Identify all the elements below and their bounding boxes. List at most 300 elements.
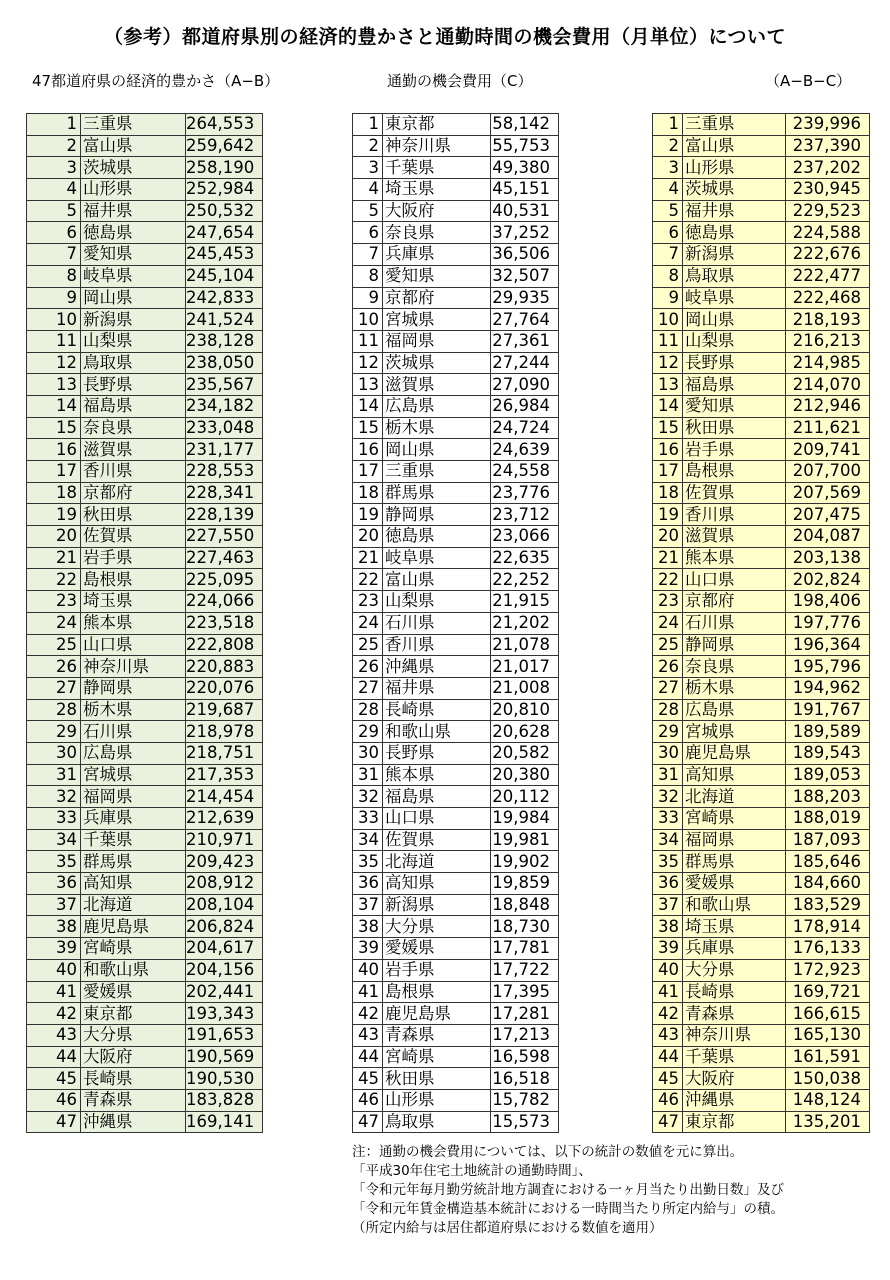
prefecture-cell: 岡山県 (383, 439, 491, 461)
table-row (27, 179, 263, 201)
rank-cell: 31 (653, 764, 683, 786)
table-row (653, 938, 870, 960)
prefecture-cell: 山梨県 (383, 591, 491, 613)
prefecture-cell: 滋賀県 (383, 374, 491, 396)
prefecture-cell: 岩手県 (383, 959, 491, 981)
value-cell: 55,753 (491, 135, 559, 157)
value-cell: 216,213 (786, 330, 870, 352)
value-cell: 245,104 (186, 265, 263, 287)
table-row (353, 135, 559, 157)
table-row (653, 634, 870, 656)
value-cell: 191,767 (786, 699, 870, 721)
rank-cell: 10 (353, 309, 383, 331)
value-cell: 235,567 (186, 374, 263, 396)
economic-wealth-table (26, 113, 263, 1133)
prefecture-cell: 長崎県 (683, 981, 786, 1003)
value-cell: 222,808 (186, 634, 263, 656)
net-wealth-table (652, 113, 870, 1133)
value-cell: 258,190 (186, 157, 263, 179)
value-cell: 214,985 (786, 352, 870, 374)
table-row (27, 873, 263, 895)
prefecture-cell: 鳥取県 (683, 265, 786, 287)
table-row (353, 417, 559, 439)
table-row (27, 287, 263, 309)
rank-cell: 47 (353, 1111, 383, 1133)
prefecture-cell: 愛知県 (683, 395, 786, 417)
value-cell: 202,824 (786, 569, 870, 591)
value-cell: 172,923 (786, 959, 870, 981)
rank-cell: 21 (653, 547, 683, 569)
prefecture-cell: 新潟県 (383, 894, 491, 916)
prefecture-cell: 山梨県 (683, 330, 786, 352)
table-row (353, 287, 559, 309)
value-cell: 202,441 (186, 981, 263, 1003)
table-row (353, 742, 559, 764)
table-row (353, 829, 559, 851)
value-cell: 219,687 (186, 699, 263, 721)
table-row (353, 612, 559, 634)
table-row (27, 374, 263, 396)
table-row (653, 742, 870, 764)
table-row (353, 352, 559, 374)
prefecture-cell: 宮城県 (383, 309, 491, 331)
rank-cell: 42 (653, 1003, 683, 1025)
value-cell: 197,776 (786, 612, 870, 634)
rank-cell: 23 (27, 591, 81, 613)
value-cell: 203,138 (786, 547, 870, 569)
prefecture-cell: 奈良県 (683, 656, 786, 678)
prefecture-cell: 三重県 (383, 461, 491, 483)
table-row (653, 569, 870, 591)
value-cell: 217,353 (186, 764, 263, 786)
rank-cell: 20 (653, 526, 683, 548)
table-row (353, 114, 559, 136)
rank-cell: 45 (27, 1068, 81, 1090)
value-cell: 45,151 (491, 179, 559, 201)
prefecture-cell: 佐賀県 (383, 829, 491, 851)
table-row (27, 547, 263, 569)
rank-cell: 36 (27, 873, 81, 895)
table-row (27, 135, 263, 157)
prefecture-cell: 青森県 (683, 1003, 786, 1025)
rank-cell: 26 (27, 656, 81, 678)
prefecture-cell: 山口県 (81, 634, 186, 656)
table-row (353, 526, 559, 548)
value-cell: 220,883 (186, 656, 263, 678)
table-row (353, 591, 559, 613)
rank-cell: 34 (353, 829, 383, 851)
value-cell: 22,252 (491, 569, 559, 591)
prefecture-cell: 石川県 (383, 612, 491, 634)
table-row (653, 808, 870, 830)
table-row (353, 547, 559, 569)
rank-cell: 33 (27, 808, 81, 830)
value-cell: 191,653 (186, 1024, 263, 1046)
prefecture-cell: 大分県 (383, 916, 491, 938)
prefecture-cell: 長野県 (683, 352, 786, 374)
rank-cell: 17 (353, 461, 383, 483)
rank-cell: 32 (653, 786, 683, 808)
table-row (27, 157, 263, 179)
rank-cell: 25 (353, 634, 383, 656)
table-row (653, 482, 870, 504)
value-cell: 225,095 (186, 569, 263, 591)
value-cell: 247,654 (186, 222, 263, 244)
table-row (27, 1068, 263, 1090)
prefecture-cell: 茨城県 (683, 179, 786, 201)
rank-cell: 6 (653, 222, 683, 244)
prefecture-cell: 神奈川県 (683, 1024, 786, 1046)
rank-cell: 8 (653, 265, 683, 287)
prefecture-cell: 広島県 (81, 742, 186, 764)
rank-cell: 12 (27, 352, 81, 374)
table-row (653, 1024, 870, 1046)
table-row (27, 591, 263, 613)
rank-cell: 45 (653, 1068, 683, 1090)
value-cell: 214,454 (186, 786, 263, 808)
table-row (27, 352, 263, 374)
prefecture-cell: 福島県 (81, 395, 186, 417)
prefecture-cell: 高知県 (683, 764, 786, 786)
value-cell: 189,543 (786, 742, 870, 764)
table-row (653, 504, 870, 526)
table-row (653, 200, 870, 222)
table-row (653, 721, 870, 743)
value-cell: 264,553 (186, 114, 263, 136)
table-row (353, 504, 559, 526)
rank-cell: 11 (353, 330, 383, 352)
value-cell: 241,524 (186, 309, 263, 331)
value-cell: 228,139 (186, 504, 263, 526)
rank-cell: 21 (353, 547, 383, 569)
table-row (653, 829, 870, 851)
rank-cell: 1 (653, 114, 683, 136)
prefecture-cell: 大分県 (81, 1024, 186, 1046)
table-row (27, 829, 263, 851)
table-row (653, 461, 870, 483)
table-row (27, 699, 263, 721)
prefecture-cell: 岡山県 (81, 287, 186, 309)
value-cell: 222,468 (786, 287, 870, 309)
prefecture-cell: 宮城県 (81, 764, 186, 786)
table-row (353, 656, 559, 678)
rank-cell: 2 (27, 135, 81, 157)
prefecture-cell: 奈良県 (81, 417, 186, 439)
prefecture-cell: 東京都 (683, 1111, 786, 1133)
value-cell: 169,141 (186, 1111, 263, 1133)
rank-cell: 47 (653, 1111, 683, 1133)
rank-cell: 2 (653, 135, 683, 157)
table-row (353, 808, 559, 830)
prefecture-cell: 神奈川県 (383, 135, 491, 157)
table-row (353, 461, 559, 483)
prefecture-cell: 新潟県 (683, 244, 786, 266)
value-cell: 135,201 (786, 1111, 870, 1133)
table-row (27, 461, 263, 483)
prefecture-cell: 青森県 (81, 1089, 186, 1111)
rank-cell: 34 (27, 829, 81, 851)
value-cell: 189,589 (786, 721, 870, 743)
prefecture-cell: 高知県 (383, 873, 491, 895)
rank-cell: 38 (353, 916, 383, 938)
prefecture-cell: 大阪府 (81, 1046, 186, 1068)
rank-cell: 46 (653, 1089, 683, 1111)
value-cell: 224,066 (186, 591, 263, 613)
table-row (353, 157, 559, 179)
rank-cell: 13 (653, 374, 683, 396)
rank-cell: 4 (27, 179, 81, 201)
value-cell: 169,721 (786, 981, 870, 1003)
rank-cell: 11 (27, 330, 81, 352)
prefecture-cell: 長崎県 (81, 1068, 186, 1090)
rank-cell: 12 (353, 352, 383, 374)
table-row (353, 786, 559, 808)
value-cell: 212,946 (786, 395, 870, 417)
table-row (27, 1089, 263, 1111)
rank-cell: 44 (653, 1046, 683, 1068)
rank-cell: 3 (353, 157, 383, 179)
value-cell: 17,395 (491, 981, 559, 1003)
rank-cell: 39 (353, 938, 383, 960)
rank-cell: 10 (653, 309, 683, 331)
footnote-line: （所定内給与は居住都道府県における数値を適用） (352, 1220, 663, 1236)
value-cell: 206,824 (186, 916, 263, 938)
table-row (653, 1111, 870, 1133)
table-row (353, 634, 559, 656)
table-row (27, 482, 263, 504)
value-cell: 250,532 (186, 200, 263, 222)
rank-cell: 25 (653, 634, 683, 656)
rank-cell: 4 (653, 179, 683, 201)
prefecture-cell: 福岡県 (383, 330, 491, 352)
value-cell: 224,588 (786, 222, 870, 244)
table-row (653, 526, 870, 548)
prefecture-cell: 静岡県 (683, 634, 786, 656)
prefecture-cell: 愛媛県 (383, 938, 491, 960)
prefecture-cell: 京都府 (383, 287, 491, 309)
value-cell: 212,639 (186, 808, 263, 830)
rank-cell: 37 (27, 894, 81, 916)
rank-cell: 18 (353, 482, 383, 504)
rank-cell: 15 (27, 417, 81, 439)
value-cell: 227,463 (186, 547, 263, 569)
value-cell: 17,281 (491, 1003, 559, 1025)
rank-cell: 5 (27, 200, 81, 222)
prefecture-cell: 滋賀県 (683, 526, 786, 548)
rank-cell: 33 (353, 808, 383, 830)
prefecture-cell: 福島県 (683, 374, 786, 396)
prefecture-cell: 大分県 (683, 959, 786, 981)
rank-cell: 41 (653, 981, 683, 1003)
prefecture-cell: 福井県 (683, 200, 786, 222)
value-cell: 185,646 (786, 851, 870, 873)
table-row (353, 569, 559, 591)
prefecture-cell: 青森県 (383, 1024, 491, 1046)
prefecture-cell: 福岡県 (81, 786, 186, 808)
table-row (27, 1111, 263, 1133)
table-row (653, 612, 870, 634)
rank-cell: 32 (27, 786, 81, 808)
value-cell: 211,621 (786, 417, 870, 439)
rank-cell: 42 (353, 1003, 383, 1025)
rank-cell: 18 (653, 482, 683, 504)
table-row (353, 395, 559, 417)
rank-cell: 33 (653, 808, 683, 830)
value-cell: 238,050 (186, 352, 263, 374)
table-row (27, 786, 263, 808)
rank-cell: 2 (353, 135, 383, 157)
prefecture-cell: 沖縄県 (81, 1111, 186, 1133)
table-row (653, 265, 870, 287)
rank-cell: 47 (27, 1111, 81, 1133)
prefecture-cell: 群馬県 (683, 851, 786, 873)
value-cell: 23,066 (491, 526, 559, 548)
rank-cell: 35 (353, 851, 383, 873)
prefecture-cell: 熊本県 (683, 547, 786, 569)
rank-cell: 30 (27, 742, 81, 764)
value-cell: 21,202 (491, 612, 559, 634)
value-cell: 166,615 (786, 1003, 870, 1025)
rank-cell: 28 (653, 699, 683, 721)
rank-cell: 37 (653, 894, 683, 916)
value-cell: 193,343 (186, 1003, 263, 1025)
table-row (653, 135, 870, 157)
value-cell: 227,550 (186, 526, 263, 548)
table-row (653, 439, 870, 461)
value-cell: 20,112 (491, 786, 559, 808)
table-row (653, 330, 870, 352)
rank-cell: 21 (27, 547, 81, 569)
footnote-line: 「令和元年毎月勤労統計地方調査における一ヶ月当たり出勤日数」及び (352, 1182, 784, 1198)
prefecture-cell: 鹿児島県 (683, 742, 786, 764)
value-cell: 218,751 (186, 742, 263, 764)
prefecture-cell: 徳島県 (683, 222, 786, 244)
table-row (353, 179, 559, 201)
table-row (27, 1024, 263, 1046)
prefecture-cell: 神奈川県 (81, 656, 186, 678)
rank-cell: 39 (27, 938, 81, 960)
prefecture-cell: 新潟県 (81, 309, 186, 331)
prefecture-cell: 山形県 (81, 179, 186, 201)
value-cell: 210,971 (186, 829, 263, 851)
table-row (653, 374, 870, 396)
table-row (653, 1046, 870, 1068)
value-cell: 178,914 (786, 916, 870, 938)
table-row (353, 677, 559, 699)
prefecture-cell: 香川県 (383, 634, 491, 656)
table-row (353, 916, 559, 938)
prefecture-cell: 群馬県 (81, 851, 186, 873)
prefecture-cell: 石川県 (81, 721, 186, 743)
value-cell: 237,390 (786, 135, 870, 157)
table-row (653, 959, 870, 981)
value-cell: 222,477 (786, 265, 870, 287)
rank-cell: 24 (27, 612, 81, 634)
value-cell: 16,598 (491, 1046, 559, 1068)
prefecture-cell: 栃木県 (383, 417, 491, 439)
rank-cell: 8 (27, 265, 81, 287)
prefecture-cell: 愛媛県 (81, 981, 186, 1003)
rank-cell: 16 (653, 439, 683, 461)
rank-cell: 31 (353, 764, 383, 786)
prefecture-cell: 佐賀県 (683, 482, 786, 504)
prefecture-cell: 山口県 (383, 808, 491, 830)
value-cell: 19,981 (491, 829, 559, 851)
table-row (653, 677, 870, 699)
footnote (352, 1143, 784, 1238)
value-cell: 15,782 (491, 1089, 559, 1111)
rank-cell: 3 (653, 157, 683, 179)
prefecture-cell: 北海道 (81, 894, 186, 916)
table-row (27, 569, 263, 591)
value-cell: 259,642 (186, 135, 263, 157)
value-cell: 20,380 (491, 764, 559, 786)
table-row (653, 1089, 870, 1111)
value-cell: 58,142 (491, 114, 559, 136)
value-cell: 207,475 (786, 504, 870, 526)
table-row (27, 612, 263, 634)
value-cell: 148,124 (786, 1089, 870, 1111)
rank-cell: 45 (353, 1068, 383, 1090)
value-cell: 252,984 (186, 179, 263, 201)
prefecture-cell: 千葉県 (383, 157, 491, 179)
rank-cell: 15 (653, 417, 683, 439)
table-row (27, 222, 263, 244)
prefecture-cell: 群馬県 (383, 482, 491, 504)
footnote-line: 「平成30年住宅土地統計の通勤時間」、 (352, 1163, 592, 1179)
value-cell: 32,507 (491, 265, 559, 287)
commute-cost-table (352, 113, 559, 1133)
table-row (27, 200, 263, 222)
rank-cell: 43 (653, 1024, 683, 1046)
value-cell: 17,781 (491, 938, 559, 960)
rank-cell: 19 (353, 504, 383, 526)
value-cell: 196,364 (786, 634, 870, 656)
value-cell: 231,177 (186, 439, 263, 461)
prefecture-cell: 秋田県 (81, 504, 186, 526)
rank-cell: 7 (653, 244, 683, 266)
table-row (353, 265, 559, 287)
prefecture-cell: 埼玉県 (683, 916, 786, 938)
rank-cell: 3 (27, 157, 81, 179)
value-cell: 27,090 (491, 374, 559, 396)
prefecture-cell: 岡山県 (683, 309, 786, 331)
rank-cell: 13 (353, 374, 383, 396)
prefecture-cell: 熊本県 (383, 764, 491, 786)
value-cell: 190,530 (186, 1068, 263, 1090)
value-cell: 24,639 (491, 439, 559, 461)
table-row (353, 959, 559, 981)
rank-cell: 30 (653, 742, 683, 764)
rank-cell: 22 (353, 569, 383, 591)
value-cell: 183,828 (186, 1089, 263, 1111)
table-row (27, 677, 263, 699)
rank-cell: 24 (353, 612, 383, 634)
prefecture-cell: 兵庫県 (81, 808, 186, 830)
prefecture-cell: 福井県 (383, 677, 491, 699)
table-row (353, 894, 559, 916)
table-row (27, 634, 263, 656)
value-cell: 20,810 (491, 699, 559, 721)
table-row (27, 959, 263, 981)
rank-cell: 39 (653, 938, 683, 960)
prefecture-cell: 三重県 (683, 114, 786, 136)
value-cell: 37,252 (491, 222, 559, 244)
table-row (653, 873, 870, 895)
table-row (653, 157, 870, 179)
value-cell: 204,087 (786, 526, 870, 548)
value-cell: 218,193 (786, 309, 870, 331)
